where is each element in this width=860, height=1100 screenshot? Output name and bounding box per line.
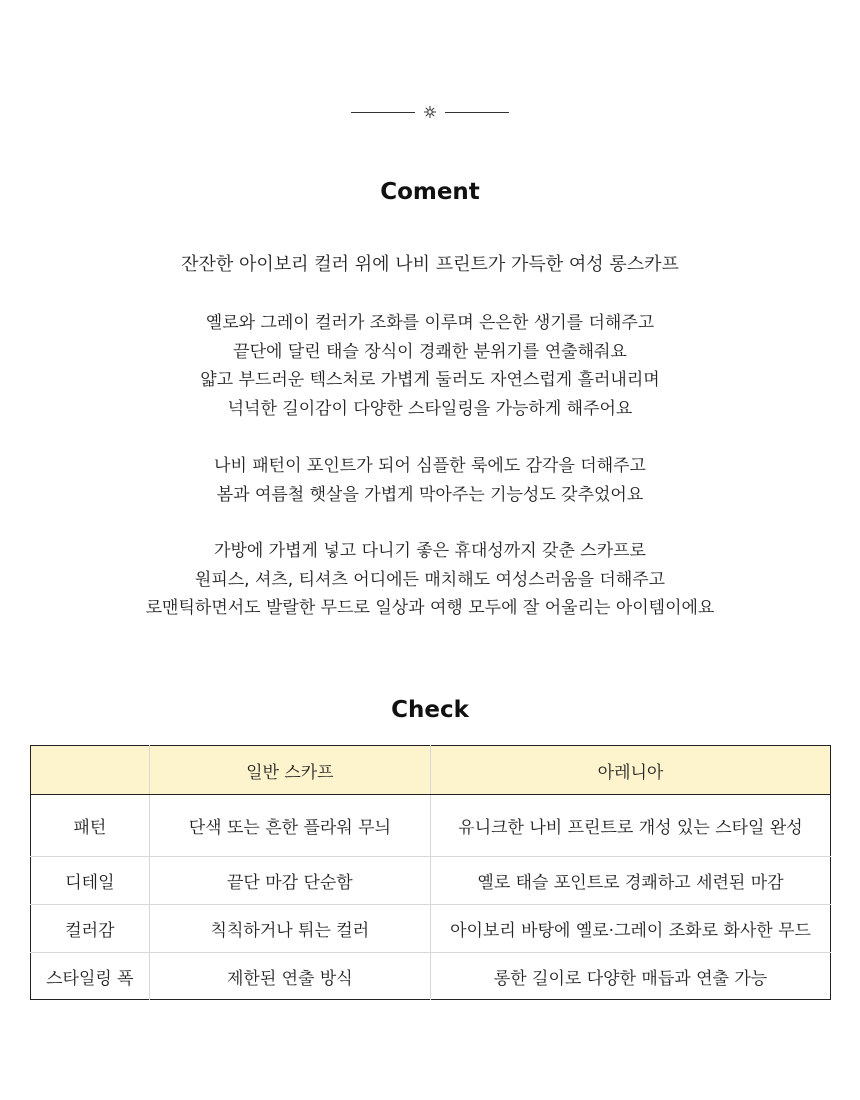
arenia-cell: 아이보리 바탕에 옐로·그레이 조화로 화사한 무드 — [431, 905, 831, 953]
row-label: 스타일링 폭 — [31, 953, 150, 1000]
sparkle-icon — [423, 105, 437, 119]
comment-line: 가방에 가볍게 넣고 다니기 좋은 휴대성까지 갖춘 스카프로 — [214, 541, 646, 561]
table-row — [31, 795, 831, 857]
normal-scarf-cell: 끝단 마감 단순함 — [149, 857, 430, 905]
table-header-row — [31, 746, 831, 795]
comment-line: 넉넉한 길이감이 다양한 스타일링을 가능하게 해주어요 — [227, 398, 633, 419]
row-label: 컬러감 — [31, 905, 150, 953]
table-row — [31, 953, 831, 1000]
row-label: 디테일 — [31, 857, 150, 905]
normal-scarf-cell: 칙칙하거나 튀는 컬러 — [149, 905, 430, 953]
check-section-title: Check — [391, 697, 469, 723]
divider-line-left — [351, 112, 415, 113]
normal-scarf-cell: 제한된 연출 방식 — [149, 953, 430, 1000]
comment-line: 나비 패턴이 포인트가 되어 심플한 룩에도 감각을 더해주고 — [214, 456, 646, 476]
comment-intro: 잔잔한 아이보리 컬러 위에 나비 프린트가 가득한 여성 롱스카프 — [181, 254, 679, 275]
comment-paragraph — [0, 452, 860, 509]
comment-line: 로맨틱하면서도 발랄한 무드로 일상과 여행 모두에 잘 어울리는 아이템이에요 — [145, 598, 715, 618]
comment-line: 원피스, 셔츠, 티셔츠 어디에든 매치해도 여성스러움을 더해주고 — [194, 569, 666, 590]
header-cell-empty — [31, 746, 150, 795]
comment-section-title: Coment — [380, 179, 480, 205]
comment-line: 끝단에 달린 태슬 장식이 경쾌한 분위기를 연출해줘요 — [233, 341, 627, 362]
header-cell-normal-scarf: 일반 스카프 — [149, 746, 430, 795]
divider-line-right — [445, 112, 509, 113]
arenia-cell: 유니크한 나비 프린트로 개성 있는 스타일 완성 — [431, 795, 831, 857]
comment-line: 옐로와 그레이 컬러가 조화를 이루며 은은한 생기를 더해주고 — [205, 313, 655, 333]
table-row — [31, 857, 831, 905]
arenia-cell: 롱한 길이로 다양한 매듭과 연출 가능 — [431, 953, 831, 1000]
arenia-cell: 옐로 태슬 포인트로 경쾌하고 세련된 마감 — [431, 857, 831, 905]
comment-line: 봄과 여름철 햇살을 가볍게 막아주는 기능성도 갖추었어요 — [216, 484, 644, 505]
comment-paragraph — [0, 537, 860, 623]
header-cell-arenia: 아레니아 — [431, 746, 831, 795]
section-divider-ornament — [0, 103, 860, 121]
comparison-table — [30, 745, 831, 1000]
normal-scarf-cell: 단색 또는 흔한 플라워 무늬 — [149, 795, 430, 857]
table-row — [31, 905, 831, 953]
row-label: 패턴 — [73, 818, 107, 838]
comment-paragraph — [0, 309, 860, 423]
comment-line: 얇고 부드러운 텍스처로 가볍게 둘러도 자연스럽게 흘러내리며 — [200, 370, 660, 390]
